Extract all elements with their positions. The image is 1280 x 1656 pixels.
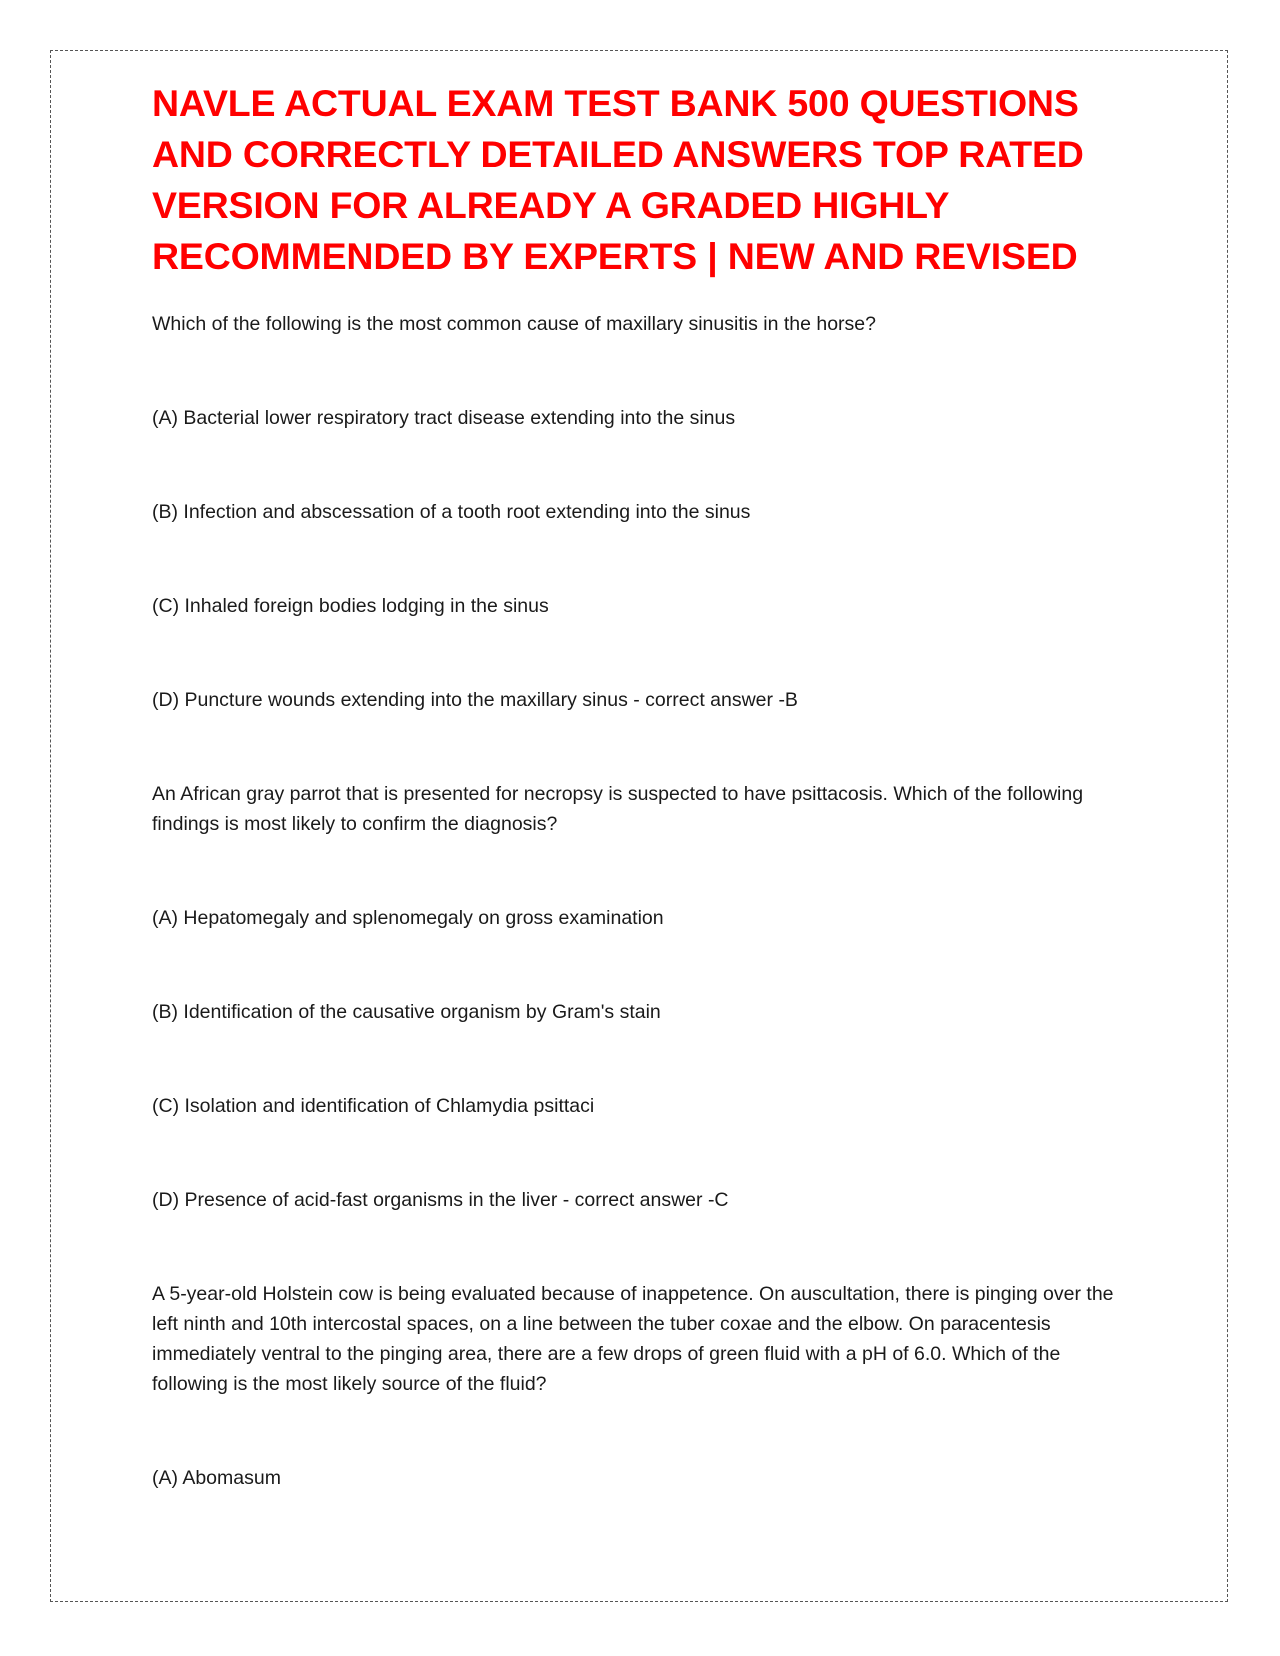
document-body — [152, 78, 1132, 1493]
question-2-option-b: (B) Identification of the causative organism by Gram's stain — [152, 1001, 661, 1023]
question-1-option-c: (C) Inhaled foreign bodies lodging in the sinus — [152, 595, 549, 617]
document-title: NAVLE ACTUAL EXAM TEST BANK 500 QUESTIONS AND CORRECTLY DETAILED ANSWERS TOP RATED VERSION FOR ALREADY A GRADED HIGHLY RECOMMENDED BY EXPERTS | NEW AND REVISED — [152, 82, 1084, 277]
question-1-stem: Which of the following is the most common cause of maxillary sinusitis in the horse? — [152, 313, 876, 335]
question-2-option-c: (C) Isolation and identification of Chlamydia psittaci — [152, 1095, 595, 1117]
question-3-stem: A 5-year-old Holstein cow is being evaluated because of inappetence. On auscultation, there is pinging over the left ninth and 10th intercostal spaces, on a line between the tuber coxae and the elbow. On paracentesis immediately ventral to the pinging area, there are a few drops of green fluid with a pH of 6.0. Which of the following is the most likely source of the fluid? — [152, 1283, 1114, 1395]
question-2-option-a: (A) Hepatomegaly and splenomegaly on gross examination — [152, 907, 664, 929]
question-2-stem: An African gray parrot that is presented for necropsy is suspected to have psittacosis. Which of the following findings is most likely to confirm the diagnosis? — [152, 783, 1084, 835]
question-1-option-a: (A) Bacterial lower respiratory tract disease extending into the sinus — [152, 407, 736, 429]
question-1-option-b: (B) Infection and abscessation of a tooth root extending into the sinus — [152, 501, 751, 523]
question-1-option-d: (D) Puncture wounds extending into the maxillary sinus - correct answer -B — [152, 689, 798, 711]
question-2-option-d: (D) Presence of acid-fast organisms in the liver - correct answer -C — [152, 1189, 729, 1211]
question-3-option-a: (A) Abomasum — [152, 1467, 281, 1489]
